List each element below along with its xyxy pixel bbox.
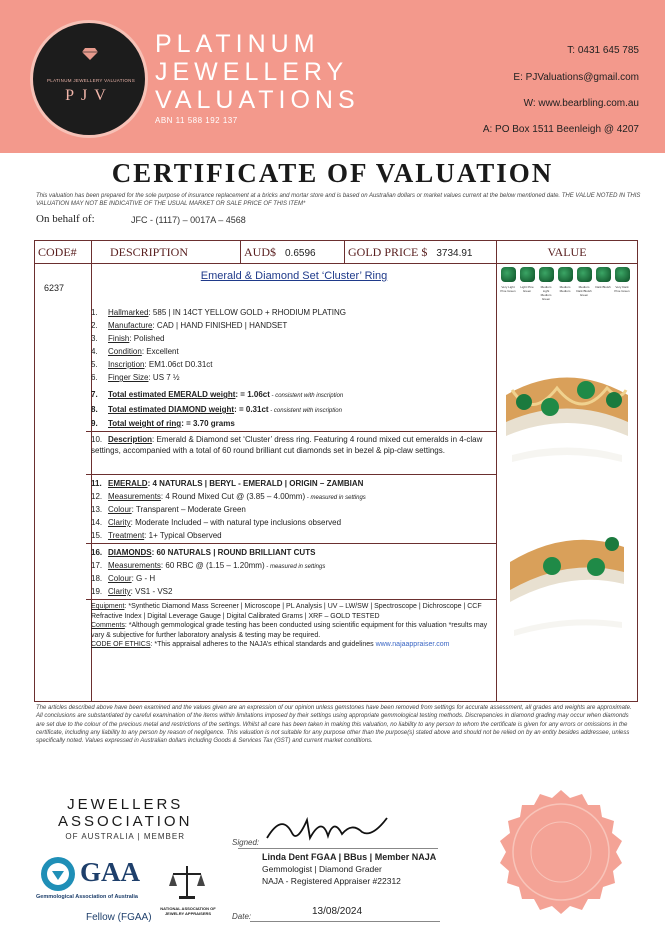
date-line bbox=[250, 921, 440, 922]
on-behalf-label: On behalf of: bbox=[36, 213, 95, 225]
gem-swatch bbox=[501, 267, 516, 282]
emerald-row: 11. EMERALD: 4 NATURALS | BERYL - EMERALD | ORIGIN – ZAMBIAN bbox=[91, 479, 364, 488]
spec-row: 4. Condition: Excellent bbox=[91, 347, 179, 356]
divider bbox=[86, 543, 497, 544]
naja-scales-icon bbox=[167, 862, 207, 902]
diamond-icon bbox=[82, 48, 98, 60]
letterhead bbox=[0, 0, 665, 153]
phone: T: 0431 645 785 bbox=[567, 45, 639, 56]
spec-row: 5. Inscription: EM1.06ct D0.31ct bbox=[91, 360, 213, 369]
gaa-fellow: Fellow (FGAA) bbox=[86, 912, 152, 923]
gaa-logo: GAA bbox=[80, 857, 140, 887]
emerald-row: 14. Clarity: Moderate Included – with natural type inclusions observed bbox=[91, 518, 342, 527]
signed-label: Signed: bbox=[232, 838, 260, 847]
spec-row: 1. Hallmarked: 585 | IN 14CT YELLOW GOLD + RHODIUM PLATING bbox=[91, 308, 346, 317]
aud-label: AUD$ bbox=[244, 245, 276, 259]
ring-photo-top bbox=[502, 360, 632, 480]
diamond-row: 17. Measurements: 60 RBC @ (1.15 – 1.20mm) - measured in settings bbox=[91, 561, 326, 570]
naja-logo: NATIONAL ASSOCIATION OF JEWELRY APPRAISERS bbox=[160, 906, 216, 916]
company-seal bbox=[496, 788, 626, 918]
diamond-row: 18. Colour: G - H bbox=[91, 574, 156, 583]
gold-label: GOLD PRICE $ bbox=[348, 245, 428, 259]
abn-number: ABN 11 588 192 137 bbox=[155, 116, 238, 125]
divider bbox=[86, 431, 497, 432]
diamond-row: 19. Clarity: VS1 - VS2 bbox=[91, 587, 173, 596]
gold-value: 3734.91 bbox=[436, 248, 473, 259]
item-code: 6237 bbox=[44, 283, 65, 293]
disclaimer: The articles described above have been examined and the values given are an expression of our opinion unless gemstones have been removed from settings for accurate assessment, all grades and weights are approximate. All conclusions are substantiated by careful examination of the items within limitations imposed by their settings using appropriate gemmological testing methods. Discrepancies in diamond grading may occur when diamonds are set due to the colour of the precious metal and restrictions of the settings. Whilst all care has been taken in making this valuation, no liability to any person to whom the certificate is given for any errors or omissions in the certificate, including any liability to any person by reason of negligence. This valuation is not suitable for any purpose other than the purpose(s) stated above and should not be relied on by an entity besides addressee, unless specifically noted. Values expressed in Australian dollars including Goods & Services Tax (GST) and current market conditions. bbox=[36, 705, 632, 745]
gem-swatch bbox=[558, 267, 573, 282]
spec-row: 2. Manufacture: CAD | HAND FINISHED | HANDSET bbox=[91, 321, 288, 330]
signatory-role: Gemmologist | Diamond Grader bbox=[262, 864, 382, 874]
ring-photo-bottom bbox=[508, 522, 626, 642]
valuation-date: 13/08/2024 bbox=[312, 906, 363, 917]
description-header: DESCRIPTION bbox=[91, 240, 241, 264]
gaa-emblem-icon bbox=[40, 856, 76, 892]
code-header: CODE# bbox=[34, 240, 92, 264]
emerald-row: 13. Colour: Transparent – Moderate Green bbox=[91, 505, 246, 514]
handwritten-signature bbox=[262, 808, 392, 848]
gold-header bbox=[344, 240, 497, 264]
spec-row: 3. Finish: Polished bbox=[91, 334, 165, 343]
divider bbox=[86, 599, 497, 600]
jaa-logo: JEWELLERS ASSOCIATION OF AUSTRALIA | MEMBER bbox=[58, 796, 193, 841]
spec-row: 8. Total estimated DIAMOND weight: = 0.31ct - consistent with inscription bbox=[91, 405, 342, 414]
gaa-subtitle: Gemmological Association of Australia bbox=[36, 894, 138, 900]
on-behalf-value: JFC - (1117) – 0017A – 4568 bbox=[131, 215, 246, 225]
address: A: PO Box 1511 Beenleigh @ 4207 bbox=[482, 124, 639, 135]
website: W: www.bearbling.com.au bbox=[523, 98, 639, 109]
brand-name-line-3: VALUATIONS bbox=[155, 86, 360, 114]
diamond-row: 16. DIAMONDS: 60 NATURALS | ROUND BRILLIANT CUTS bbox=[91, 548, 316, 557]
gem-swatch bbox=[539, 267, 554, 282]
aud-header bbox=[240, 240, 345, 264]
date-label: Date: bbox=[232, 912, 252, 921]
email: E: PJValuations@gmail.com bbox=[513, 72, 639, 83]
signatory-registration: NAJA - Registered Appraiser #22312 bbox=[262, 876, 401, 886]
emerald-row: 15. Treatment: 1+ Typical Observed bbox=[91, 531, 222, 540]
value-header: VALUE bbox=[496, 240, 638, 264]
logo-initials: PJV bbox=[65, 87, 113, 104]
signature-line bbox=[238, 848, 438, 849]
gem-swatch bbox=[615, 267, 630, 282]
spec-row: 9. Total weight of ring: = 3.70 grams bbox=[91, 419, 235, 428]
aud-value: 0.6596 bbox=[285, 248, 316, 259]
signatory-name: Linda Dent FGAA | BBus | Member NAJA bbox=[262, 852, 437, 862]
certificate-title: CERTIFICATE OF VALUATION bbox=[111, 158, 554, 188]
gem-swatch bbox=[520, 267, 535, 282]
description-row: 10. Description: Emerald & Diamond set ‘Cluster’ dress ring. Featuring 4 round mixed cut emeralds in 4-claw settings, accompanied with a total of 60 round brilliant cut diamonds set in bezel & pip-claw settings. bbox=[91, 435, 483, 455]
divider bbox=[86, 474, 497, 475]
brand-name-line-2: JEWELLERY bbox=[155, 58, 349, 86]
divider bbox=[496, 263, 497, 701]
naja-link[interactable]: www.najaappraiser.com bbox=[375, 641, 450, 649]
gem-swatch bbox=[596, 267, 611, 282]
pjv-logo bbox=[30, 20, 148, 138]
brand-name-line-1: PLATINUM bbox=[155, 30, 320, 58]
spec-row: 7. Total estimated EMERALD weight: = 1.06ct - consistent with inscription bbox=[91, 390, 344, 399]
emerald-row: 12. Measurements: 4 Round Mixed Cut @ (3.85 – 4.00mm) - measured in settings bbox=[91, 492, 366, 501]
gem-swatch bbox=[577, 267, 592, 282]
item-title: Emerald & Diamond Set ‘Cluster’ Ring bbox=[200, 270, 388, 282]
equipment-notes: Equipment: *Synthetic Diamond Mass Screener | Microscope | PL Analysis | UV – LW/SW | Spectroscope | Dichroscope | CCF Refractive Index | Digital Leverage Gauge | Digital Calibrated Grams | XRF – GOLD TESTED Comments: *Although gemmological grade testing has been conducted using scientific equipment for this valuation *results may vary & subjective for further laboratory analysis & testing may be required. CODE OF ETHICS: *This appraisal adheres to the NAJA’s ethical standards and guidelines www.najaappraiser.com bbox=[91, 603, 488, 649]
logo-text: PLATINUM JEWELLERY VALUATIONS bbox=[46, 78, 136, 83]
intro-text: This valuation has been prepared for the sole purpose of insurance replacement at a bricks and mortar store and is based on Australian dollars or market values current at the below mentioned date. THE VALUE NOTED IN THIS VALUATION MAY NOT BE INDICATIVE OF THE USUAL MARKET OR SALE PRICE OF THIS ITEM* bbox=[36, 193, 641, 207]
spec-row: 6. Finger Size: US 7 ½ bbox=[91, 373, 180, 382]
